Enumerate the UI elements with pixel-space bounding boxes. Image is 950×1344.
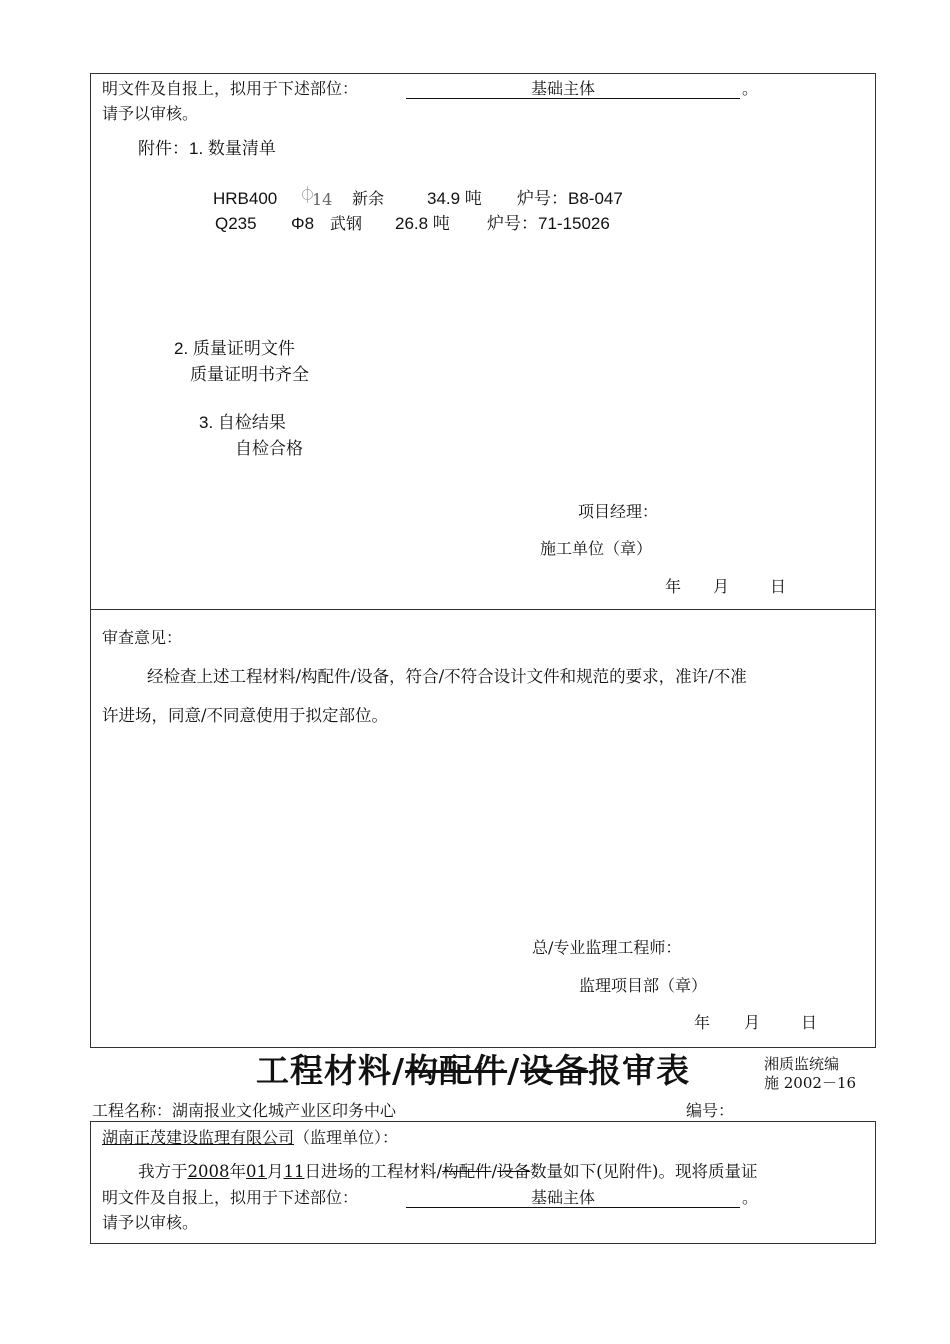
review-date-year: 年 [694, 1013, 711, 1032]
date-month: 月 [713, 577, 730, 596]
attachment-label: 附件：1. 数量清单 [138, 139, 276, 158]
form-title [256, 1051, 690, 1091]
review-date-month: 月 [744, 1013, 761, 1032]
struck-equipment: 设备 [497, 1162, 531, 1181]
date-year: 年 [665, 577, 682, 596]
material-spec: 14 [312, 190, 333, 209]
material-supplier: 武钢 [330, 214, 363, 233]
engineer-label: 总/专业监理工程师： [532, 938, 682, 957]
review-label: 审查意见： [102, 628, 183, 647]
body-text: 我方于 [138, 1162, 188, 1181]
supervisor-company: 湖南正茂建设监理有限公司 [102, 1128, 295, 1147]
lower-line-end: 。 [742, 1188, 759, 1207]
item2-title: 2. 质量证明文件 [174, 339, 295, 358]
date-day: 日 [770, 577, 787, 596]
struck-components: 构配件 [442, 1162, 492, 1181]
body-text-end: 数量如下(见附件)。现将质量证 [530, 1162, 758, 1181]
item3-title: 3. 自检结果 [199, 413, 286, 432]
supervisor-line [102, 1128, 398, 1147]
year-unit: 年 [229, 1162, 246, 1181]
lower-body-line1 [138, 1162, 758, 1182]
title-slash: / [507, 1051, 521, 1090]
lower-line3: 请予以审核。 [102, 1213, 199, 1232]
title-part1: 工程材料/ [256, 1051, 406, 1090]
item3-value: 自检合格 [235, 439, 303, 458]
slash: / [491, 1162, 498, 1181]
intro-line-3: 请予以审核。 [102, 104, 199, 123]
review-text-line1: 经检查上述工程材料/构配件/设备，符合/不符合设计文件和规范的要求，准许/不准 [147, 667, 747, 686]
material-spec: Φ8 [291, 214, 315, 233]
title-struck1: 构配件 [405, 1051, 508, 1090]
rebar-grade-icon: ⏀ [299, 186, 316, 206]
day-text: 日进场的工程材料/ [304, 1162, 443, 1181]
material-furnace: 炉号：B8-047 [517, 189, 623, 208]
contractor-seal-label: 施工单位（章） [540, 539, 653, 558]
material-furnace: 炉号：71-15026 [487, 214, 610, 233]
review-text-line2: 许进场，同意/不同意使用于拟定部位。 [102, 706, 389, 725]
title-part2: 报审表 [588, 1051, 691, 1090]
material-supplier: 新余 [352, 189, 385, 208]
entry-year: 2008 [187, 1162, 230, 1181]
item2-value: 质量证明书齐全 [190, 365, 309, 384]
material-grade: Q235 [215, 214, 257, 233]
form-code-line1: 湘质监统编 [764, 1055, 840, 1073]
lower-line2: 明文件及自报上，拟用于下述部位： [102, 1188, 359, 1207]
project-manager-label: 项目经理： [578, 502, 659, 521]
review-date-day: 日 [801, 1013, 818, 1032]
lower-location-value: 基础主体 [531, 1188, 596, 1207]
entry-month: 01 [246, 1162, 267, 1181]
title-struck2: 设备 [520, 1051, 589, 1090]
upper-form-box [90, 73, 876, 1048]
section-divider [90, 609, 876, 610]
material-qty: 34.9 吨 [427, 189, 482, 208]
supervisor-suffix: （监理单位）： [294, 1128, 399, 1147]
line-end-mark: 。 [742, 79, 759, 98]
material-qty: 26.8 吨 [395, 214, 450, 233]
supervision-dept-label: 监理项目部（章） [579, 976, 708, 995]
project-name: 工程名称：湖南报业文化城产业区印务中心 [92, 1101, 397, 1120]
form-number-label: 编号： [686, 1101, 735, 1120]
location-value: 基础主体 [531, 79, 596, 98]
material-grade: HRB400 [213, 189, 278, 208]
entry-day: 11 [283, 1162, 305, 1181]
month-unit: 月 [267, 1162, 284, 1181]
form-code-line2: 施 2002－16 [764, 1074, 857, 1092]
intro-line-2: 明文件及自报上，拟用于下述部位： [102, 79, 359, 98]
